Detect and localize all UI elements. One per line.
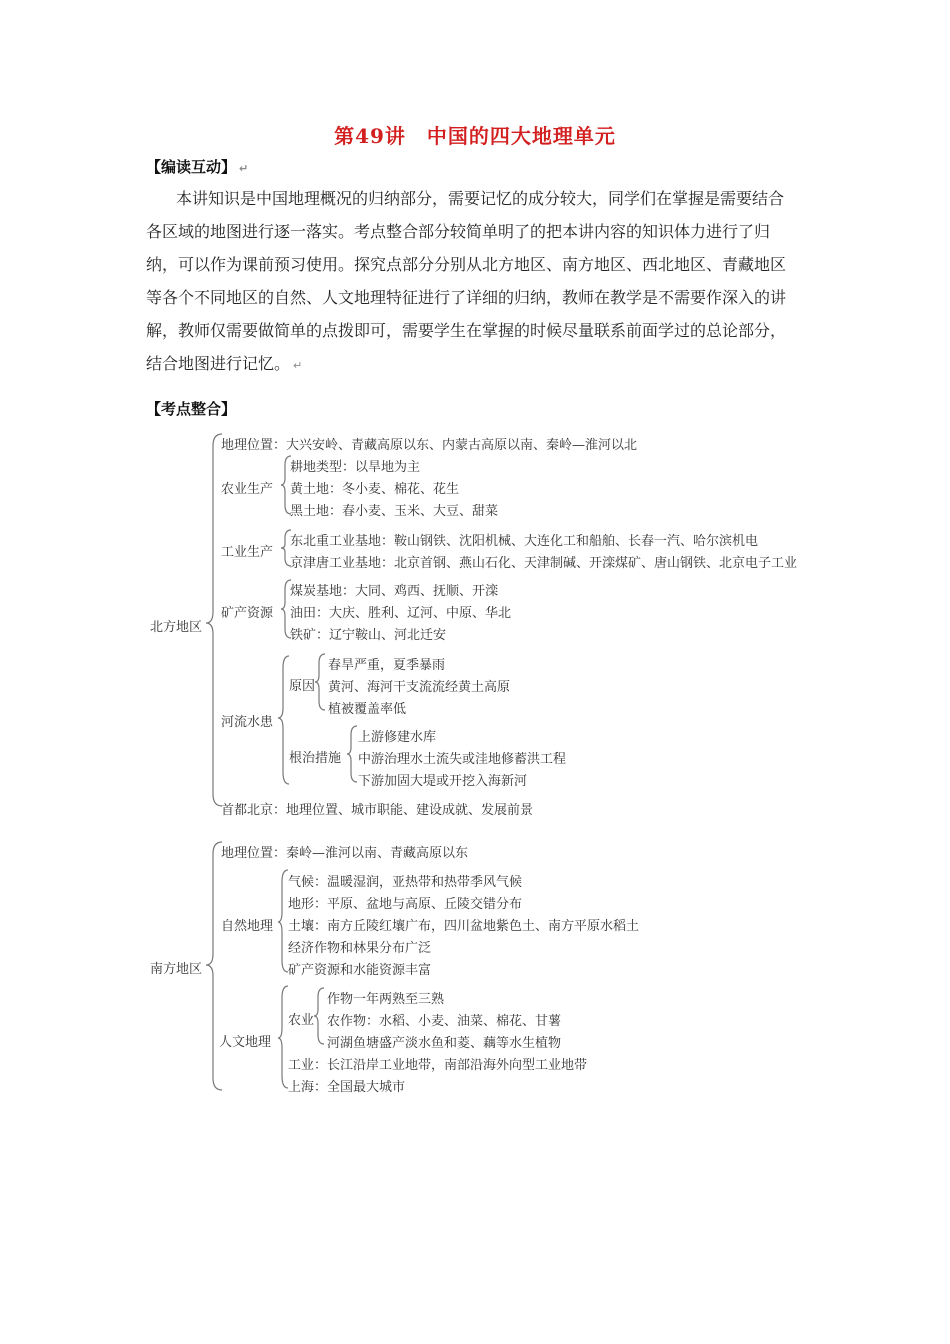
south-location: 地理位置：秦岭—淮河以南、青藏高原以东	[221, 846, 469, 861]
south-region-label: 南方地区	[150, 962, 203, 977]
south-human-label: 人文地理	[219, 1035, 272, 1050]
south-industry: 工业：长江沿岸工业地带，南部沿海外向型工业地带	[288, 1058, 588, 1073]
north-location: 地理位置：大兴安岭、青藏高原以东、内蒙古高原以南、秦岭—淮河以北	[221, 438, 638, 453]
south-natural-item: 气候：温暖湿润，亚热带和热带季风气候	[288, 875, 523, 890]
intro-line-3: 纳，可以作为课前预习使用。探究点部分分别从北方地区、南方地区、西北地区、青藏地区	[146, 255, 787, 274]
south-natural-item: 经济作物和林果分布广泛	[288, 941, 432, 956]
north-river-measure: 下游加固大堤或开挖入海新河	[358, 774, 528, 789]
south-natural-item: 矿产资源和水能资源丰富	[288, 963, 432, 978]
north-industry-label: 工业生产	[221, 545, 274, 560]
south-agri-item: 作物一年两熟至三熟	[327, 992, 445, 1007]
intro-line-2: 各区域的地图进行逐一落实。考点整合部分较简单明了的把本讲内容的知识体力进行了归	[146, 222, 771, 241]
intro-line-4: 等各个不同地区的自然、人文地理特征进行了详细的归纳，教师在教学是不需要作深入的讲	[146, 288, 787, 307]
section-heading-key-points: 【考点整合】	[146, 400, 237, 418]
north-river-measure: 中游治理水土流失或洼地修蓄洪工程	[358, 752, 567, 767]
north-region-label: 北方地区	[150, 620, 203, 635]
south-agri-label: 农业	[288, 1013, 315, 1028]
north-mineral-item: 煤炭基地：大同、鸡西、抚顺、开滦	[290, 584, 499, 599]
north-agri-item: 黑土地：春小麦、玉米、大豆、甜菜	[290, 504, 499, 519]
north-agriculture-label: 农业生产	[221, 482, 274, 497]
north-river-cause-label: 原因	[289, 679, 316, 694]
south-shanghai: 上海：全国最大城市	[288, 1080, 406, 1095]
south-natural-item: 土壤：南方丘陵红壤广布，四川盆地紫色土、南方平原水稻土	[288, 919, 640, 934]
north-river-cause: 植被覆盖率低	[328, 702, 407, 717]
south-agri-item: 河湖鱼塘盛产淡水鱼和菱、藕等水生植物	[327, 1036, 562, 1051]
north-agri-item: 耕地类型：以旱地为主	[290, 460, 421, 475]
section-heading-interaction: 【编读互动】 ↵	[146, 158, 249, 176]
north-river-measure: 上游修建水库	[358, 730, 437, 745]
north-capital: 首都北京：地理位置、城市职能、建设成就、发展前景	[221, 803, 534, 818]
south-agri-item: 农作物：水稻、小麦、油菜、棉花、甘薯	[327, 1014, 562, 1029]
intro-line-5: 解，教师仅需要做简单的点拨即可，需要学生在掌握的时候尽量联系前面学过的总论部分，	[146, 321, 787, 340]
south-natural-item: 地形：平原、盆地与高原、丘陵交错分布	[288, 897, 523, 912]
north-agri-item: 黄土地：冬小麦、棉花、花生	[290, 482, 460, 497]
north-mineral-item: 铁矿：辽宁鞍山、河北迁安	[290, 628, 447, 643]
north-river-label: 河流水患	[221, 715, 274, 730]
north-industry-item: 东北重工业基地：鞍山钢铁、沈阳机械、大连化工和船舶、长春一汽、哈尔滨机电	[290, 534, 759, 549]
intro-line-6: 结合地图进行记忆。 ↵	[146, 354, 303, 373]
page-title: 第49讲 中国的四大地理单元	[334, 124, 616, 148]
north-river-cause: 黄河、海河干支流流经黄土高原	[328, 680, 511, 695]
north-river-measure-label: 根治措施	[289, 751, 342, 766]
north-river-cause: 春旱严重，夏季暴雨	[328, 658, 446, 673]
north-industry-item: 京津唐工业基地：北京首钢、燕山石化、天津制碱、开滦煤矿、唐山钢铁、北京电子工业	[290, 556, 798, 571]
north-minerals-label: 矿产资源	[221, 606, 274, 621]
intro-line-1: 本讲知识是中国地理概况的归纳部分，需要记忆的成分较大，同学们在掌握是需要结合	[176, 189, 785, 208]
north-mineral-item: 油田：大庆、胜利、辽河、中原、华北	[290, 606, 512, 621]
south-natural-label: 自然地理	[221, 919, 274, 934]
